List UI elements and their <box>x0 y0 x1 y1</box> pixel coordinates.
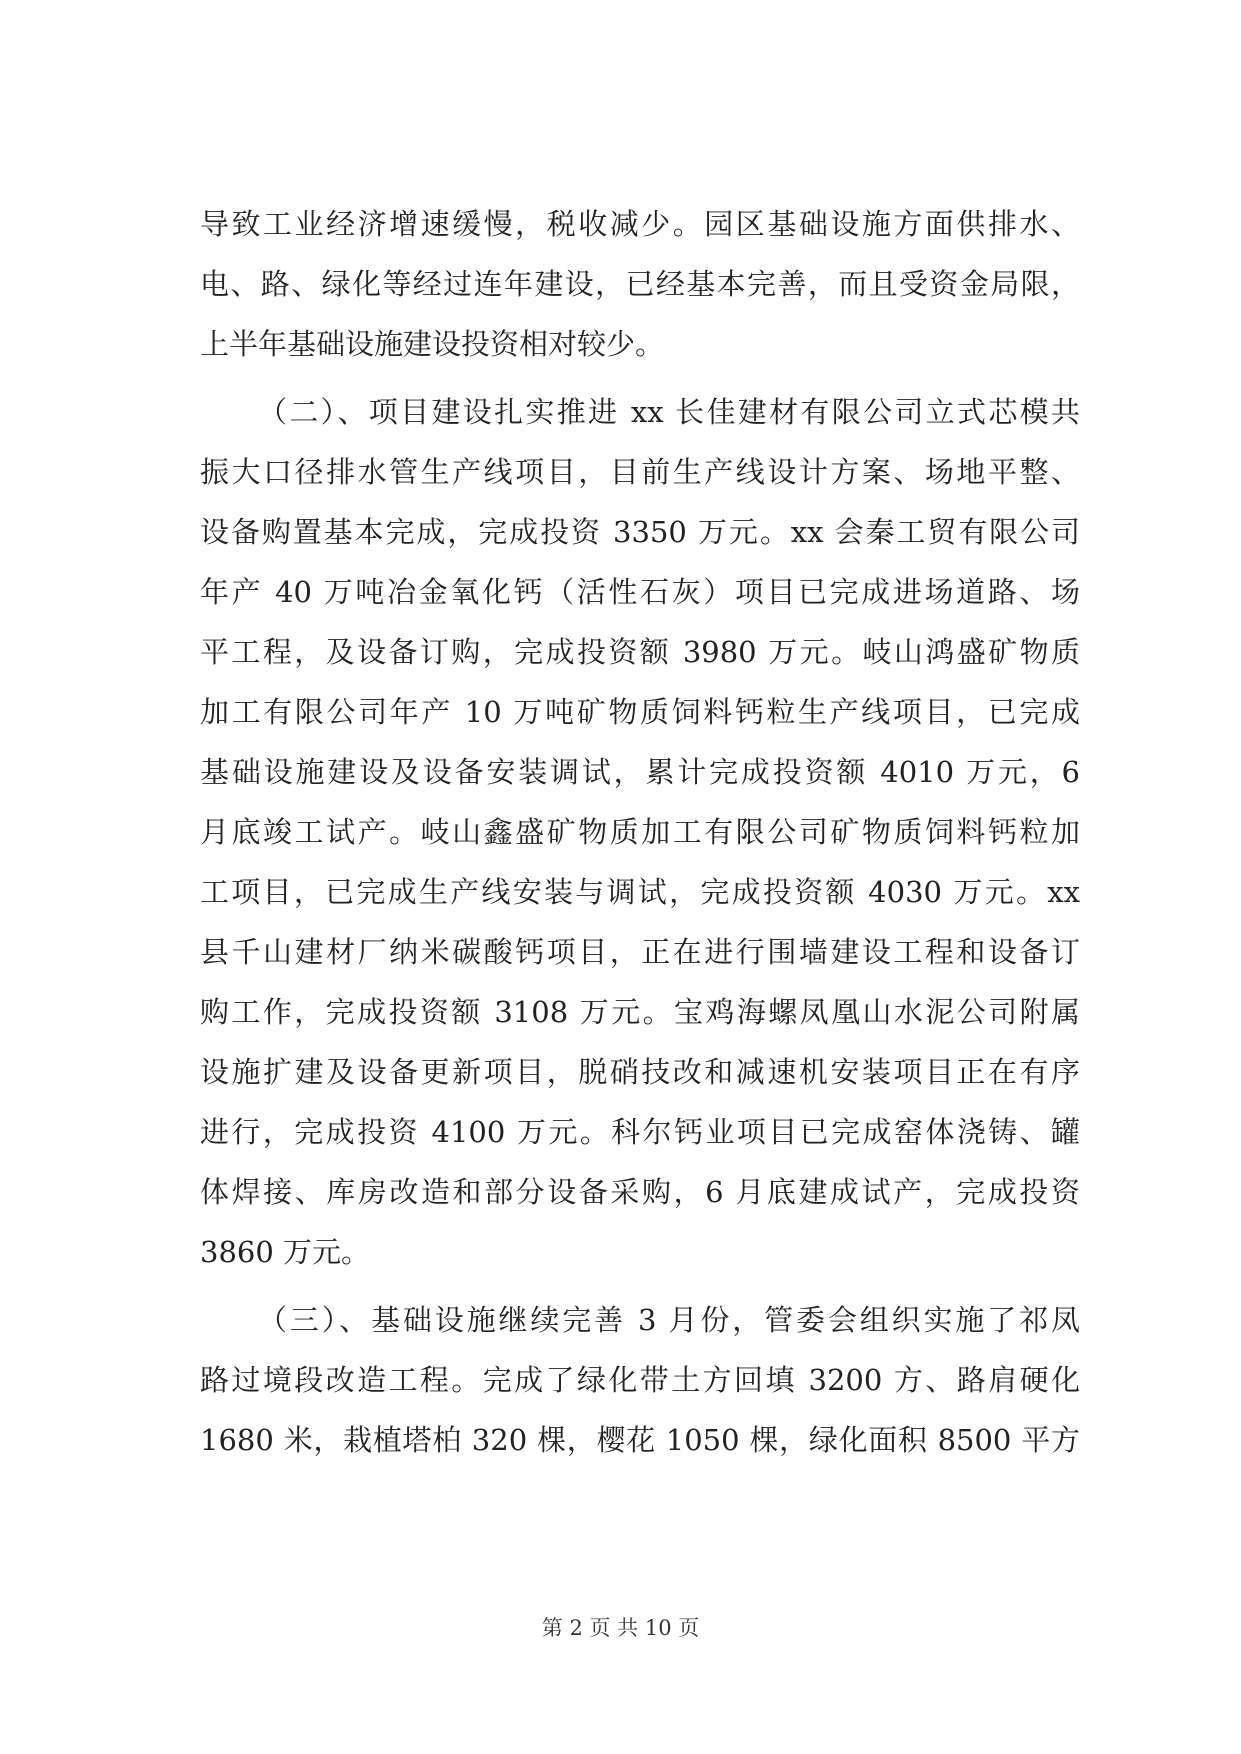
text-line: 路过境段改造工程。完成了绿化带土方回填 3200 方、路肩硬化 <box>200 1363 1080 1397</box>
text-line: （三）、基础设施继续完善 3 月份，管委会组织实施了祁凤 <box>258 1303 1080 1337</box>
text-line: 上半年基础设施建设投资相对较少。 <box>200 327 665 361</box>
text-line: 月底竣工试产。岐山鑫盛矿物质加工有限公司矿物质饲料钙粒加 <box>200 815 1080 849</box>
text-line: 1680 米，栽植塔柏 320 棵，樱花 1050 棵，绿化面积 8500 平方 <box>200 1423 1080 1457</box>
text-line: 加工有限公司年产 10 万吨矿物质饲料钙粒生产线项目，已完成 <box>200 695 1080 729</box>
text-line: 工项目，已完成生产线安装与调试，完成投资额 4030 万元。xx <box>200 875 1080 909</box>
text-line: 导致工业经济增速缓慢，税收减少。园区基础设施方面供排水、 <box>200 207 1080 241</box>
text-line: 购工作，完成投资额 3108 万元。宝鸡海螺凤凰山水泥公司附属 <box>200 995 1080 1029</box>
text-line: （二）、项目建设扎实推进 xx 长佳建材有限公司立式芯模共 <box>258 395 1080 429</box>
text-line: 体焊接、库房改造和部分设备采购，6 月底建成试产，完成投资 <box>200 1175 1080 1209</box>
text-line: 设备购置基本完成，完成投资 3350 万元。xx 会秦工贸有限公司 <box>200 515 1080 549</box>
paragraph-1 <box>200 194 1080 374</box>
text-line: 3860 万元。 <box>200 1235 371 1269</box>
paragraph-3 <box>200 1290 1080 1470</box>
text-line: 电、路、绿化等经过连年建设，已经基本完善，而且受资金局限， <box>200 267 1080 301</box>
page-number-footer: 第 2 页 共 10 页 <box>541 1616 700 1640</box>
body-text <box>200 194 1080 1470</box>
text-line: 进行，完成投资 4100 万元。科尔钙业项目已完成窑体浇铸、罐 <box>200 1115 1080 1149</box>
text-line: 设施扩建及设备更新项目，脱硝技改和减速机安装项目正在有序 <box>200 1055 1080 1089</box>
text-line: 年产 40 万吨冶金氧化钙（活性石灰）项目已完成进场道路、场 <box>200 575 1080 609</box>
text-line: 县千山建材厂纳米碳酸钙项目，正在进行围墙建设工程和设备订 <box>200 935 1080 969</box>
text-line: 基础设施建设及设备安装调试，累计完成投资额 4010 万元，6 <box>200 755 1080 789</box>
text-line: 振大口径排水管生产线项目，目前生产线设计方案、场地平整、 <box>200 455 1080 489</box>
text-line: 平工程，及设备订购，完成投资额 3980 万元。岐山鸿盛矿物质 <box>200 635 1080 669</box>
paragraph-2 <box>200 382 1080 1282</box>
